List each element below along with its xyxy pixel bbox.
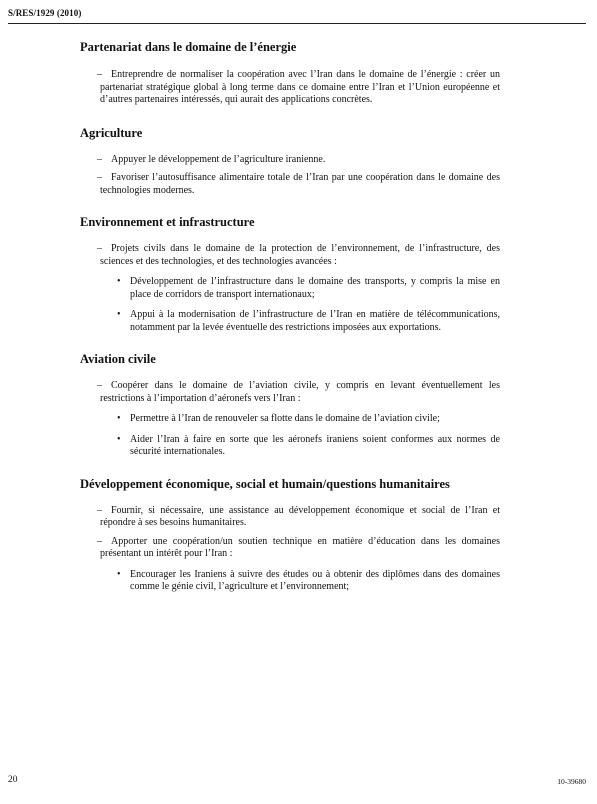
bullet-marker: • <box>117 276 121 287</box>
bullet-marker: • <box>117 433 121 445</box>
bullet-item <box>117 276 500 301</box>
section-title-development: Développement économique, social et humain/questions humanitaires <box>80 476 450 491</box>
list-item-text: Coopérer dans le domaine de l’aviation civile, y compris en levant éventuellement les restrictions à l’importation d’aéronefs vers l’Iran : <box>100 380 500 404</box>
list-item-text: Appuyer le développement de l’agriculture iranienne. <box>111 153 326 165</box>
bullet-marker: • <box>117 309 121 320</box>
dash-marker: – <box>97 172 102 183</box>
list-item <box>97 172 500 197</box>
bullet-marker: • <box>117 413 121 424</box>
dash-marker: – <box>97 243 102 254</box>
section-title-energy: Partenariat dans le domaine de l’énergie <box>80 40 297 54</box>
dash-marker: – <box>97 504 102 516</box>
list-item-text: Fournir, si nécessaire, une assistance au développement économique et social de l’Iran et répondre à ses besoins humanitaires. <box>100 504 500 528</box>
page-number: 20 <box>8 775 18 785</box>
bullet-item-text: Appui à la modernisation de l’infrastructure de l’Iran en matière de télécommunications, notamment par la levée éventuelle des restrictions imposées aux exportations. <box>130 309 500 333</box>
header-divider <box>8 23 586 24</box>
dash-marker: – <box>97 535 102 547</box>
list-item-text: Projets civils dans le domaine de la protection de l’environnement, de l’infrastructure, des sciences et des technologies, et des technologies avancées : <box>100 243 500 267</box>
document-reference: S/RES/1929 (2010) <box>8 8 82 18</box>
section-title-agriculture: Agriculture <box>80 125 143 140</box>
bullet-item-text: Développement de l’infrastructure dans le domaine des transports, y compris la mise en place de corridors de transport internationaux; <box>130 276 500 300</box>
bullet-item-text: Permettre à l’Iran de renouveler sa flotte dans le domaine de l’aviation civile; <box>130 413 440 424</box>
list-item <box>97 153 500 167</box>
bullet-item <box>117 309 500 334</box>
bullet-marker: • <box>117 568 121 580</box>
list-item <box>97 535 500 561</box>
bullet-item-text: Aider l’Iran à faire en sorte que les aéronefs iraniens soient conformes aux normes de sécurité internationales. <box>130 433 500 457</box>
bullet-item <box>117 433 500 459</box>
dash-marker: – <box>97 380 102 391</box>
bullet-item <box>117 568 500 594</box>
bullet-item-text: Encourager les Iraniens à suivre des études ou à obtenir des diplômes dans des domaines comme le génie civil, l’agriculture et l’environnement; <box>130 568 500 592</box>
list-item-text: Favoriser l’autosuffisance alimentaire totale de l’Iran par une coopération dans le domaine des technologies modernes. <box>100 172 500 196</box>
list-item <box>97 243 500 268</box>
list-item <box>97 69 500 107</box>
list-item-text: Entreprendre de normaliser la coopération avec l’Iran dans le domaine de l’énergie : créer un partenariat stratégique global à long terme dans ce domaine entre l’Iran et l’Union européenne et d’autres partenaires intéressés, qui aurait des applications concrètes. <box>100 69 500 105</box>
section-title-environment: Environnement et infrastructure <box>80 215 255 229</box>
section-title-aviation: Aviation civile <box>80 352 156 366</box>
list-item <box>97 504 500 530</box>
list-item <box>97 380 500 405</box>
dash-marker: – <box>97 69 102 80</box>
document-code: 10-39680 <box>557 777 586 786</box>
list-item-text: Apporter une coopération/un soutien technique en matière d’éducation dans les domaines présentant un intérêt pour l’Iran : <box>100 535 500 559</box>
document-body <box>80 40 500 594</box>
bullet-item <box>117 413 500 426</box>
dash-marker: – <box>97 153 102 165</box>
